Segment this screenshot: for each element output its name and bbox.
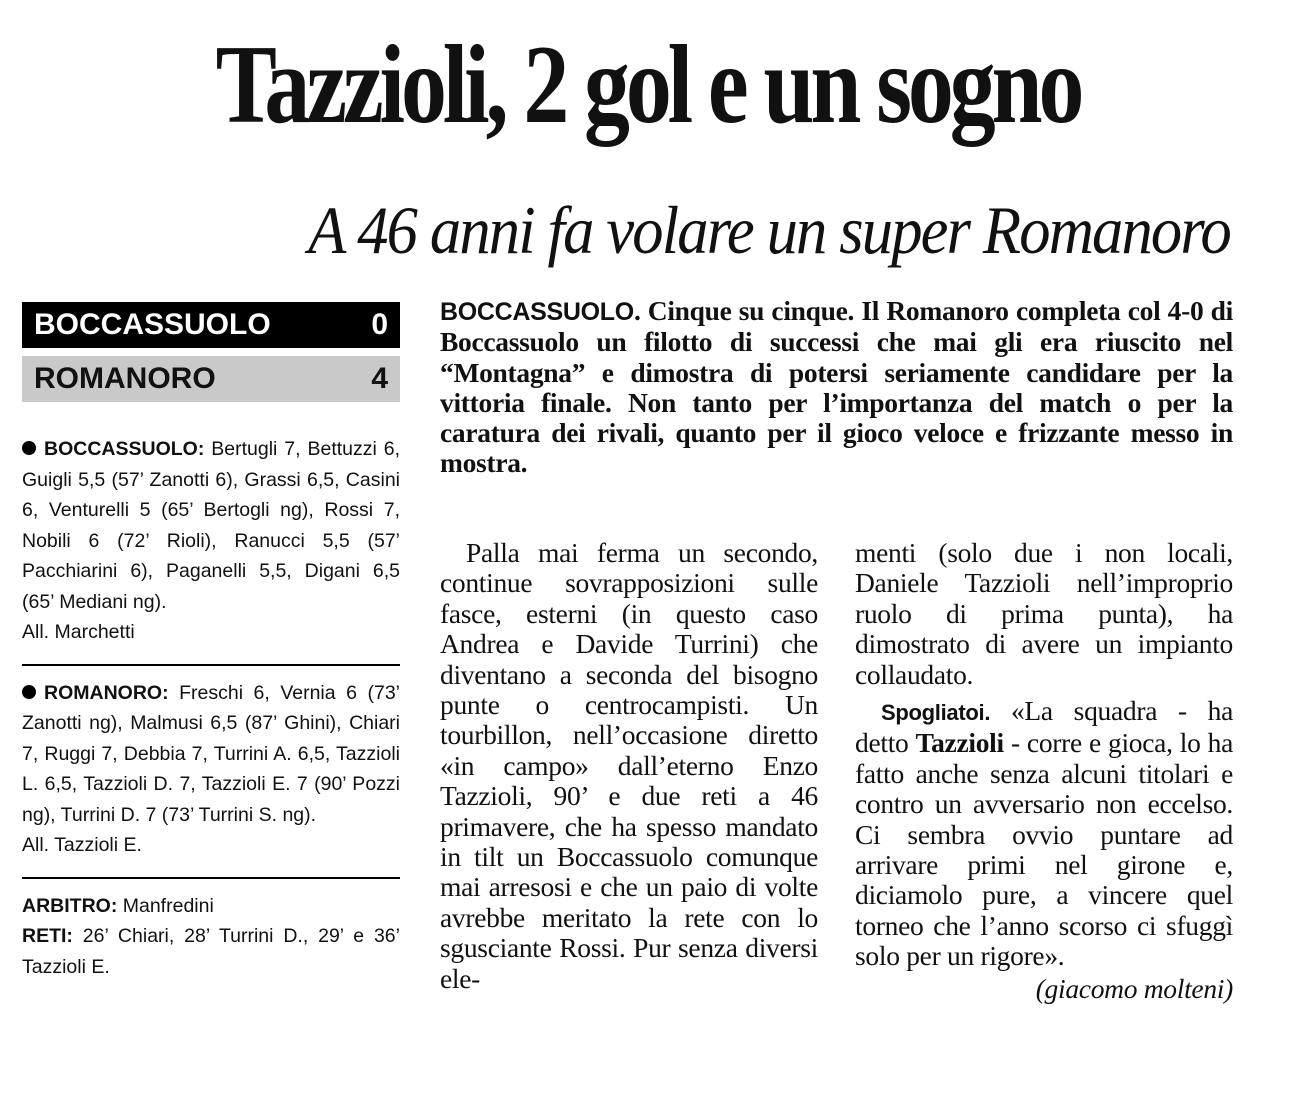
dateline: BOCCASSUOLO xyxy=(440,298,634,326)
away-goals: 4 xyxy=(371,362,388,395)
bullet-icon xyxy=(22,441,36,455)
home-team-name: BOCCASSUOLO xyxy=(34,308,271,341)
lead-text: . Cinque su cinque. Il Romanoro completa col 4-0 di Boccassuolo un filotto di successi che mai gli era riuscito nel “Montagna” e dimostra di potersi seriamente candidare per la vittoria finale. Non tanto per l’importanza del match o per la caratura dei rivali, quanto per il gioco veloce e frizzante messo in mostra. xyxy=(440,295,1233,479)
lead-paragraph xyxy=(440,296,1233,479)
referee-line xyxy=(22,891,400,922)
headline: Tazzioli, 2 gol e un sogno xyxy=(215,23,1081,147)
goals-line xyxy=(22,921,400,982)
goals-label: RETI: xyxy=(22,925,73,947)
divider xyxy=(22,664,400,666)
home-lineup-label: BOCCASSUOLO: xyxy=(44,438,205,460)
home-coach: All. Marchetti xyxy=(22,621,135,643)
away-team-name: ROMANORO xyxy=(34,362,216,395)
home-goals: 0 xyxy=(371,308,388,341)
scoreboard-home xyxy=(22,302,400,348)
column-2-paragraph-2 xyxy=(855,696,1233,972)
away-coach: All. Tazzioli E. xyxy=(22,834,142,856)
referee-label: ARBITRO: xyxy=(22,894,118,917)
quote-part-b: - corre e gioca, lo ha fatto anche senza alcuni titolari e contro un avversario non eccelso. Ci sembra ovvio puntare ad arrivare primi nel girone e, diciamolo pure, a vincere quel torneo che l’anno scorso ci sfuggì solo per un rigore». xyxy=(855,727,1233,972)
quote-part-a: «La squadra - ha detto xyxy=(855,695,1233,759)
bullet-icon xyxy=(22,685,36,699)
home-lineup xyxy=(22,434,400,617)
home-lineup-players: Bertugli 7, Bettuzzi 6, Guigli 5,5 (57’ Zanotti 6), Grassi 6,5, Casini 6, Venturelli 5 (65’ Bertogli ng), Rossi 7, Nobili 6 (72’ Rioli), Ranucci 5,5 (57’ Pacchiarini 6), Paganelli 5,5, Digani 6,5 (65’ Mediani ng). xyxy=(22,438,401,613)
scoreboard-away xyxy=(22,356,400,402)
article-column-2 xyxy=(855,538,1233,1004)
quote-speaker: Tazzioli xyxy=(915,727,1004,759)
subheadline: A 46 anni fa volare un super Romanoro xyxy=(308,192,1230,268)
lineups-box xyxy=(22,434,400,982)
away-lineup-players: Freschi 6, Vernia 6 (73’ Zanotti ng), Malmusi 6,5 (87’ Ghini), Chiari 7, Ruggi 7, Debbia 7, Turrini A. 6,5, Tazzioli L. 6,5, Tazzioli D. 7, Tazzioli E. 7 (90’ Pozzi ng), Turrini D. 7 (73’ Turrini S. ng). xyxy=(22,681,400,826)
away-lineup-label: ROMANORO: xyxy=(44,681,169,704)
referee-name: Manfredini xyxy=(122,894,214,917)
divider xyxy=(22,877,400,879)
article-column-1: Palla mai ferma un secondo, continue sovrapposizioni sulle fasce, esterni (in questo caso Andrea e Davide Turrini) che diventano a seconda del bisogno punte o centrocampisti. Un tourbillon, nell’occasione diretto «in campo» dall’eterno Enzo Tazzioli, 90’ e due reti a 46 primavere, che ha spesso mandato in tilt un Boccassuolo comunque mai arresosi e che un paio di volte avrebbe meritato la rete con lo sgusciante Rossi. Pur senza diversi ele- xyxy=(440,537,818,994)
kicker-spogliatoi: Spogliatoi. xyxy=(881,700,991,726)
column-2-paragraph-1: menti (solo due i non locali, Daniele Tazzioli nell’improprio ruolo di prima punta), ha dimostrato di avere un impianto collaudato. xyxy=(855,537,1233,690)
byline: (giacomo molteni) xyxy=(1035,972,1233,1004)
away-lineup xyxy=(22,678,400,831)
goals-list: 26’ Chiari, 28’ Turrini D., 29’ e 36’ Tazzioli E. xyxy=(22,925,400,978)
